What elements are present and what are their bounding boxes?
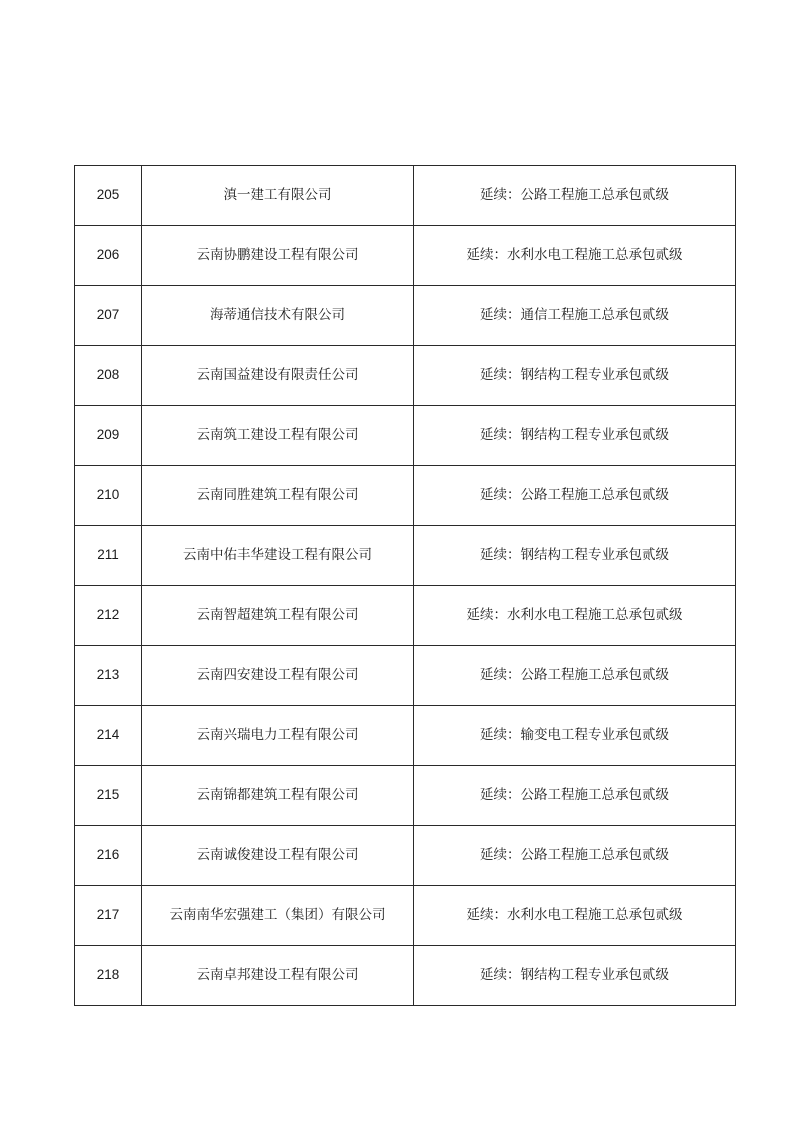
company-name: 云南锦都建筑工程有限公司 [142, 766, 414, 826]
company-name: 云南卓邦建设工程有限公司 [142, 946, 414, 1006]
row-number: 213 [75, 646, 142, 706]
row-number: 208 [75, 346, 142, 406]
row-number: 217 [75, 886, 142, 946]
row-number: 205 [75, 166, 142, 226]
table-row [75, 646, 736, 706]
row-number: 207 [75, 286, 142, 346]
qualification: 延续：输变电工程专业承包贰级 [414, 706, 736, 766]
table-row [75, 706, 736, 766]
table-row [75, 946, 736, 1006]
qualification-table [74, 165, 736, 1006]
row-number: 216 [75, 826, 142, 886]
qualification: 延续：公路工程施工总承包贰级 [414, 166, 736, 226]
row-number: 214 [75, 706, 142, 766]
company-name: 云南兴瑞电力工程有限公司 [142, 706, 414, 766]
table-row [75, 826, 736, 886]
table-row [75, 526, 736, 586]
table-body [75, 166, 736, 1006]
qualification: 延续：公路工程施工总承包贰级 [414, 646, 736, 706]
row-number: 218 [75, 946, 142, 1006]
table-row [75, 166, 736, 226]
row-number: 215 [75, 766, 142, 826]
qualification: 延续：通信工程施工总承包贰级 [414, 286, 736, 346]
company-name: 云南四安建设工程有限公司 [142, 646, 414, 706]
table-row [75, 886, 736, 946]
row-number: 212 [75, 586, 142, 646]
row-number: 210 [75, 466, 142, 526]
qualification: 延续：钢结构工程专业承包贰级 [414, 946, 736, 1006]
company-name: 云南同胜建筑工程有限公司 [142, 466, 414, 526]
company-name: 云南筑工建设工程有限公司 [142, 406, 414, 466]
company-name: 海蒂通信技术有限公司 [142, 286, 414, 346]
qualification: 延续：钢结构工程专业承包贰级 [414, 346, 736, 406]
table-row [75, 466, 736, 526]
qualification: 延续：水利水电工程施工总承包贰级 [414, 886, 736, 946]
qualification: 延续：钢结构工程专业承包贰级 [414, 526, 736, 586]
qualification: 延续：钢结构工程专业承包贰级 [414, 406, 736, 466]
company-name: 云南中佑丰华建设工程有限公司 [142, 526, 414, 586]
company-name: 滇一建工有限公司 [142, 166, 414, 226]
qualification: 延续：公路工程施工总承包贰级 [414, 766, 736, 826]
table-row [75, 586, 736, 646]
row-number: 211 [75, 526, 142, 586]
row-number: 209 [75, 406, 142, 466]
company-name: 云南诚俊建设工程有限公司 [142, 826, 414, 886]
qualification: 延续：水利水电工程施工总承包贰级 [414, 586, 736, 646]
qualification: 延续：公路工程施工总承包贰级 [414, 466, 736, 526]
company-name: 云南智超建筑工程有限公司 [142, 586, 414, 646]
qualification: 延续：水利水电工程施工总承包贰级 [414, 226, 736, 286]
company-name: 云南国益建设有限责任公司 [142, 346, 414, 406]
company-name: 云南协鹏建设工程有限公司 [142, 226, 414, 286]
table-row [75, 286, 736, 346]
row-number: 206 [75, 226, 142, 286]
table-row [75, 406, 736, 466]
table-row [75, 226, 736, 286]
qualification: 延续：公路工程施工总承包贰级 [414, 826, 736, 886]
table-row [75, 346, 736, 406]
company-name: 云南南华宏强建工（集团）有限公司 [142, 886, 414, 946]
table-row [75, 766, 736, 826]
